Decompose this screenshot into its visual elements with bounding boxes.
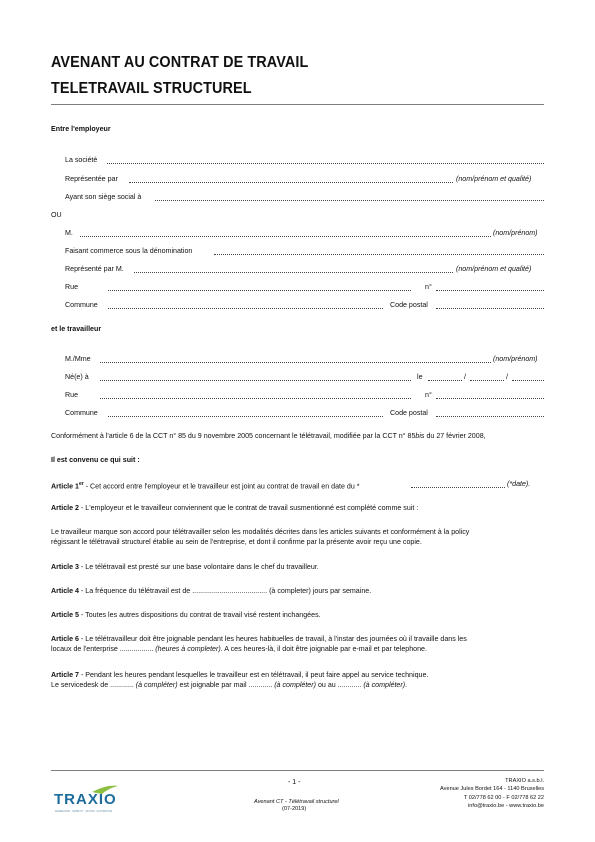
- document-title-line2: TELETRAVAIL STRUCTUREL: [51, 80, 252, 97]
- employer-commune-field[interactable]: [108, 308, 383, 309]
- m-label: M.: [65, 229, 73, 237]
- title-rule: [51, 104, 544, 105]
- article-6-dots[interactable]: .................: [119, 644, 154, 653]
- article-4-after: (à completer) jours par semaine.: [267, 587, 372, 595]
- date-day-field[interactable]: [428, 380, 462, 381]
- footer-address: Avenue Jules Bordet 164 - 1140 Bruxelles: [440, 786, 544, 792]
- article-6: [51, 635, 544, 654]
- date-month-field[interactable]: [470, 380, 504, 381]
- article-4: [51, 587, 544, 597]
- date-slash-2: /: [506, 373, 508, 381]
- article-7-text-2a: Le servicedesk de: [51, 680, 111, 689]
- article-1-sup: er: [79, 481, 84, 487]
- siege-label: Ayant son siège social à: [65, 193, 142, 201]
- article-5-label: Article 5: [51, 611, 79, 619]
- phone-dots[interactable]: ............: [337, 680, 362, 689]
- article-6-line-1: [51, 635, 544, 645]
- conformement-text: Conformément à l'article 6 de la CCT n° 85 du 9 novembre 2005 concernant le télétravail, modifiée par la CCT n° 85: [51, 432, 416, 440]
- ne-label: Né(e) à: [65, 373, 89, 381]
- worker-commune-field[interactable]: [108, 416, 383, 417]
- worker-rue-label: Rue: [65, 391, 79, 399]
- faisant-label: Faisant commerce sous la dénomination: [65, 247, 193, 255]
- employer-no-field[interactable]: [436, 290, 544, 291]
- article-2: [51, 504, 544, 514]
- traxio-logo: [52, 782, 130, 816]
- article-6-hint: (heures à completer): [153, 644, 221, 653]
- article-7-label: Article 7: [51, 671, 79, 679]
- mail-dots[interactable]: ............: [248, 680, 273, 689]
- article-4-text: - La fréquence du télétravail est de: [79, 587, 193, 595]
- article-6-label: Article 6: [51, 635, 79, 643]
- convenu-heading: Il est convenu ce qui suit :: [51, 456, 140, 464]
- policy-paragraph: [51, 528, 544, 547]
- mmme-field[interactable]: [100, 362, 491, 363]
- employer-commune-label: Commune: [65, 301, 98, 309]
- policy-line-2: régissant le télétravail structurel établie au sein de l'entreprise, et dont il confirme par la présente avoir reçu une copie.: [51, 537, 422, 546]
- article-1-text: - Cet accord entre l'employeur et le travailleur est joint au contrat de travail en date du *: [83, 482, 360, 491]
- article-4-label: Article 4: [51, 587, 79, 595]
- article-3-text: - Le télétravail est presté sur une base volontaire dans le chef du travailleur.: [79, 563, 319, 571]
- footer-doc-title: Avenant CT - Télétravail structurel: [254, 799, 339, 805]
- societe-field[interactable]: [107, 163, 544, 164]
- article-5: [51, 611, 544, 621]
- employer-heading: Entre l'employeur: [51, 125, 111, 133]
- article-7-line-2: [51, 681, 544, 691]
- faisant-field[interactable]: [214, 254, 544, 255]
- servicedesk-dots[interactable]: ............: [110, 680, 134, 689]
- represente-m-label: Représenté par M.: [65, 265, 124, 273]
- phone-hint: (à compléter): [361, 680, 406, 689]
- article-1: [51, 480, 544, 492]
- employer-cp-label: Code postal: [390, 301, 428, 309]
- worker-cp-label: Code postal: [390, 409, 428, 417]
- employer-rue-label: Rue: [65, 283, 79, 291]
- article-7-line-1: [51, 671, 544, 681]
- page-number: - 1 -: [288, 779, 301, 786]
- worker-no-label: n°: [425, 391, 432, 399]
- employer-rue-field[interactable]: [108, 290, 411, 291]
- article-3: [51, 563, 544, 573]
- ou-label: OU: [51, 211, 62, 219]
- le-label: le: [417, 373, 423, 381]
- logo-wordmark: TRAXIO: [54, 791, 117, 808]
- article-5-text: - Toutes les autres dispositions du contrat de travail visé restent inchangées.: [79, 611, 321, 619]
- date-slash-1: /: [464, 373, 466, 381]
- footer-web: info@traxio.be - www.traxio.be: [468, 803, 544, 809]
- article-6-text-1: - Le télétravailleur doit être joignable pendant les heures habituelles de travail, à l'instar des journées où il travaille dans les: [79, 635, 467, 643]
- policy-line-1: Le travailleur marque son accord pour télétravailler selon les modalités décrites dans les articles suivants et conformément à la policy: [51, 528, 470, 536]
- footer-rule: [51, 770, 544, 771]
- m-name-field[interactable]: [80, 236, 491, 237]
- represente-m-field[interactable]: [134, 272, 453, 273]
- worker-no-field[interactable]: [436, 398, 544, 399]
- document-title-line1: AVENANT AU CONTRAT DE TRAVAIL: [51, 54, 309, 71]
- mmme-hint: (nom/prénom): [493, 355, 538, 363]
- footer-org: TRAXIO a.s.b.l.: [505, 778, 544, 784]
- societe-label: La société: [65, 156, 98, 164]
- worker-cp-field[interactable]: [436, 416, 544, 417]
- article-1-date-hint: (*date).: [507, 480, 531, 488]
- footer-tel: T 02/778 62 00 - F 02/778 62 22: [463, 795, 544, 801]
- article-1-label: Article 1: [51, 482, 79, 491]
- mmme-label: M./Mme: [65, 355, 91, 363]
- m-name-hint: (nom/prénom): [493, 229, 538, 237]
- employer-cp-field[interactable]: [436, 308, 544, 309]
- date-year-field[interactable]: [512, 380, 544, 381]
- article-7-end: .: [405, 680, 408, 689]
- servicedesk-hint: (à compléter): [133, 680, 178, 689]
- article-6-line-2: [51, 645, 544, 655]
- mail-hint: (à compléter): [272, 680, 316, 689]
- article-7-text-2b: est joignable par mail: [177, 680, 249, 689]
- footer-doc-date: (07-2019): [282, 806, 307, 812]
- worker-rue-field[interactable]: [100, 398, 411, 399]
- worker-heading: et le travailleur: [51, 325, 102, 333]
- conformement-paragraph: [51, 432, 544, 442]
- siege-field[interactable]: [155, 200, 544, 201]
- article-2-label: Article 2: [51, 504, 79, 512]
- article-7: [51, 671, 544, 690]
- representee-hint: (nom/prénom et qualité): [456, 175, 532, 183]
- represente-m-hint: (nom/prénom et qualité): [456, 265, 532, 273]
- representee-field[interactable]: [129, 182, 453, 183]
- worker-commune-label: Commune: [65, 409, 98, 417]
- employer-no-label: n°: [425, 283, 432, 291]
- article-2-text: - L'employeur et le travailleur conviennent que le contrat de travail susmentionné est complété comme suit :: [79, 504, 419, 512]
- article-6-text-2b: . A ces heures-là, il doit être joignable par e-mail et par telephone.: [220, 644, 427, 653]
- article-4-dots[interactable]: ......................................: [192, 587, 268, 595]
- representee-label: Représentée par: [65, 175, 118, 183]
- article-1-date-field[interactable]: [411, 487, 505, 488]
- article-6-text-2a: locaux de l'enterprise: [51, 644, 120, 653]
- article-7-text-2c: ou au: [315, 680, 338, 689]
- conformement-bis: bis: [415, 432, 425, 440]
- conformement-after: du 27 février 2008,: [424, 432, 486, 440]
- article-3-label: Article 3: [51, 563, 79, 571]
- logo-tagline: FEDERATION · MOBILITY · MOTOR · AUTOMOTIVE: [55, 810, 113, 813]
- article-7-text-1: - Pendant les heures pendant lesquelles le travailleur est en télétravail, il peut faire appel au service technique.: [79, 671, 429, 679]
- ne-field[interactable]: [100, 380, 411, 381]
